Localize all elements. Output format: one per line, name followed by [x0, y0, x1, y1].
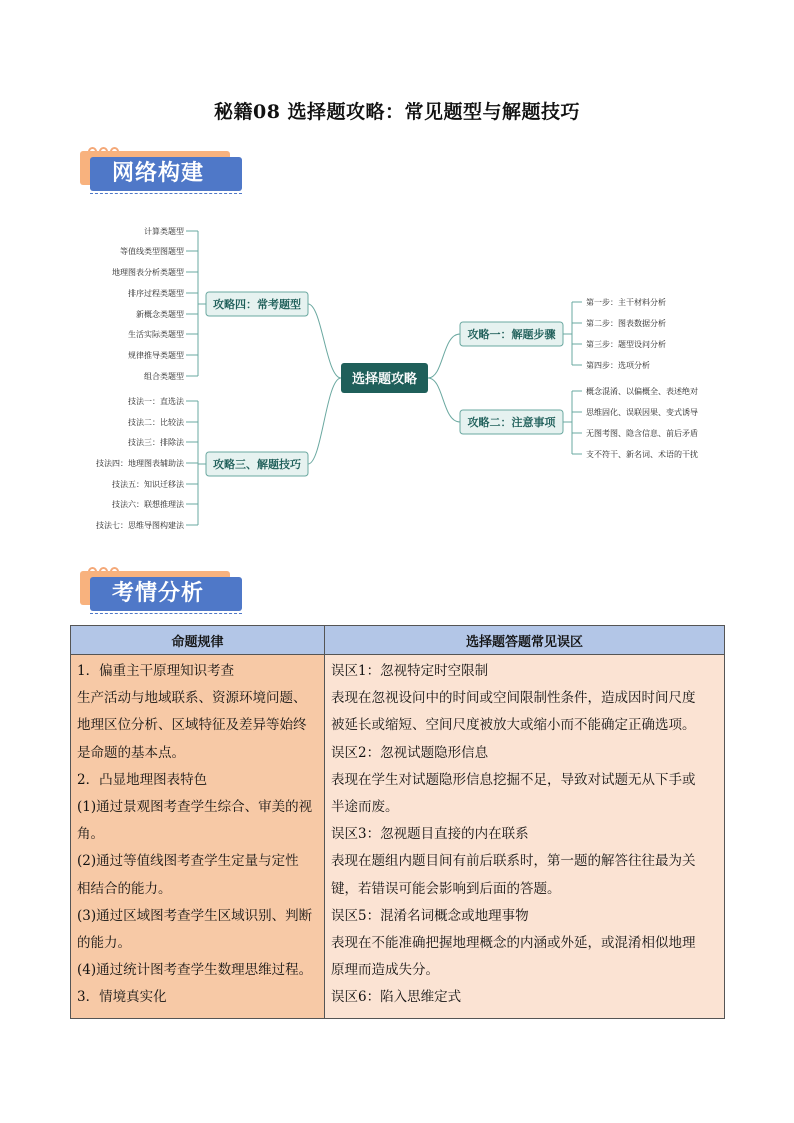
strategy4-item: 计算类题型 [144, 227, 184, 236]
mistake-line: 表现在不能准确把握地理概念的内涵或外延，或混淆相似地理 [331, 935, 696, 952]
strategy1-item: 第一步：主干材料分析 [586, 298, 666, 307]
strategy2-item: 无图考图、隐含信息、前后矛盾 [586, 429, 698, 438]
strategy1-items [586, 297, 666, 370]
rule-line: (1)通过景观图考查学生综合、审美的视 [77, 799, 313, 816]
strategy2-item: 思维固化、误联因果、变式诱导 [586, 408, 698, 417]
strategy3-item: 技法三：排除法 [128, 438, 184, 447]
node-strategy3-label: 攻略三、解题技巧 [213, 458, 301, 471]
rule-line: 是命题的基本点。 [77, 744, 185, 761]
strategy4-item: 新概念类题型 [136, 310, 184, 319]
mistake-line: 误区3：忽视题目直接的内在联系 [331, 826, 529, 843]
node-strategy4-label: 攻略四：常考题型 [213, 298, 301, 311]
banner-decoration [88, 561, 121, 571]
table-row [71, 655, 725, 1019]
mistake-line: 误区6：陷入思维定式 [331, 989, 462, 1006]
page-title: 秘籍08 选择题攻略：常见题型与解题技巧 [213, 101, 581, 123]
rule-line: 的能力。 [77, 935, 131, 952]
mistake-line: 原理而造成失分。 [331, 962, 439, 979]
banner-title: 考情分析 [90, 577, 242, 611]
strategy2-item: 支不符干、新名词、术语的干扰 [586, 450, 698, 459]
rule-line: (2)通过等值线图考查学生定量与定性 [77, 853, 299, 870]
rule-line: 相结合的能力。 [77, 880, 172, 897]
rule-line: 2．凸显地理图表特色 [77, 771, 208, 788]
mistake-line: 键，若错误可能会影响到后面的答题。 [331, 880, 561, 897]
mistake-line: 误区1：忽视特定时空限制 [331, 663, 489, 679]
table-header-row [71, 626, 725, 655]
strategy3-item: 技法一：直选法 [128, 397, 184, 406]
strategy2-item: 概念混淆、以偏概全、表述绝对 [586, 387, 698, 396]
strategy4-item: 生活实际类题型 [128, 330, 184, 339]
rule-line: 地理区位分析、区域特征及差异等始终 [77, 717, 307, 734]
mistake-line: 误区2：忽视试题隐形信息 [331, 744, 489, 761]
strategy1-item: 第四步：选项分析 [586, 361, 650, 370]
strategy3-item: 技法六：联想推理法 [112, 500, 184, 509]
strategy3-item: 技法七：思维导图构建法 [96, 521, 184, 530]
table-header-cell: 选择题答题常见误区 [325, 626, 725, 655]
rule-line: 3．情境真实化 [77, 989, 167, 1006]
strategy2-items [586, 386, 698, 459]
mistake-line: 被延长或缩短、空间尺度被放大或缩小而不能确定正确选项。 [331, 717, 696, 734]
strategy3-items [96, 396, 185, 530]
node-strategy1-label: 攻略一：解题步骤 [467, 328, 556, 341]
rule-line: (3)通过区域图考查学生区域识别、判断 [77, 907, 313, 924]
rule-line: 角。 [77, 826, 104, 843]
banner-underline [90, 613, 242, 614]
node-strategy1 [460, 322, 563, 346]
strategy4-item: 地理图表分析类题型 [112, 268, 184, 277]
mistake-line: 误区5：混淆名词概念或地理事物 [331, 907, 529, 924]
node-center [341, 363, 428, 393]
strategy4-items [112, 226, 184, 381]
table-header-cell: 命题规律 [71, 626, 325, 655]
strategy4-item: 规律推导类题型 [128, 351, 184, 360]
strategy4-item: 等值线类型图题型 [120, 247, 184, 256]
node-center-label: 选择题攻略 [351, 372, 418, 387]
mistake-line: 表现在题组内题目间有前后联系时，第一题的解答往往最为关 [331, 853, 696, 870]
rule-line: (4)通过统计图考查学生数理思维过程。 [77, 962, 313, 979]
node-strategy2-label: 攻略二：注意事项 [467, 416, 556, 429]
mindmap [0, 0, 794, 560]
node-strategy3 [206, 452, 308, 476]
banner-title: 网络构建 [90, 157, 242, 191]
mistake-line: 半途而废。 [331, 799, 399, 816]
node-strategy4 [206, 292, 308, 316]
strategy3-item: 技法四：地理图表辅助法 [96, 459, 184, 468]
strategy4-item: 组合类题型 [144, 372, 184, 381]
rule-line: 生产活动与地域联系、资源环境问题、 [77, 690, 307, 707]
strategy3-item: 技法五：知识迁移法 [112, 480, 184, 489]
strategy3-item: 技法二：比较法 [128, 418, 184, 427]
mistake-line: 表现在忽视设问中的时间或空间限制性条件，造成因时间尺度 [331, 690, 696, 707]
node-strategy2 [460, 410, 563, 434]
rule-line: 1．偏重主干原理知识考查 [77, 663, 235, 679]
strategy4-item: 排序过程类题型 [128, 289, 184, 298]
table-cell-rules [71, 655, 325, 1019]
section-banner-analysis [80, 561, 244, 619]
analysis-table [70, 625, 725, 1019]
strategy1-item: 第三步：题型设问分析 [586, 340, 666, 349]
mistake-line: 表现在学生对试题隐形信息挖掘不足，导致对试题无从下手或 [331, 771, 696, 788]
strategy1-item: 第二步：图表数据分析 [586, 319, 666, 328]
table-cell-mistakes [325, 655, 725, 1019]
